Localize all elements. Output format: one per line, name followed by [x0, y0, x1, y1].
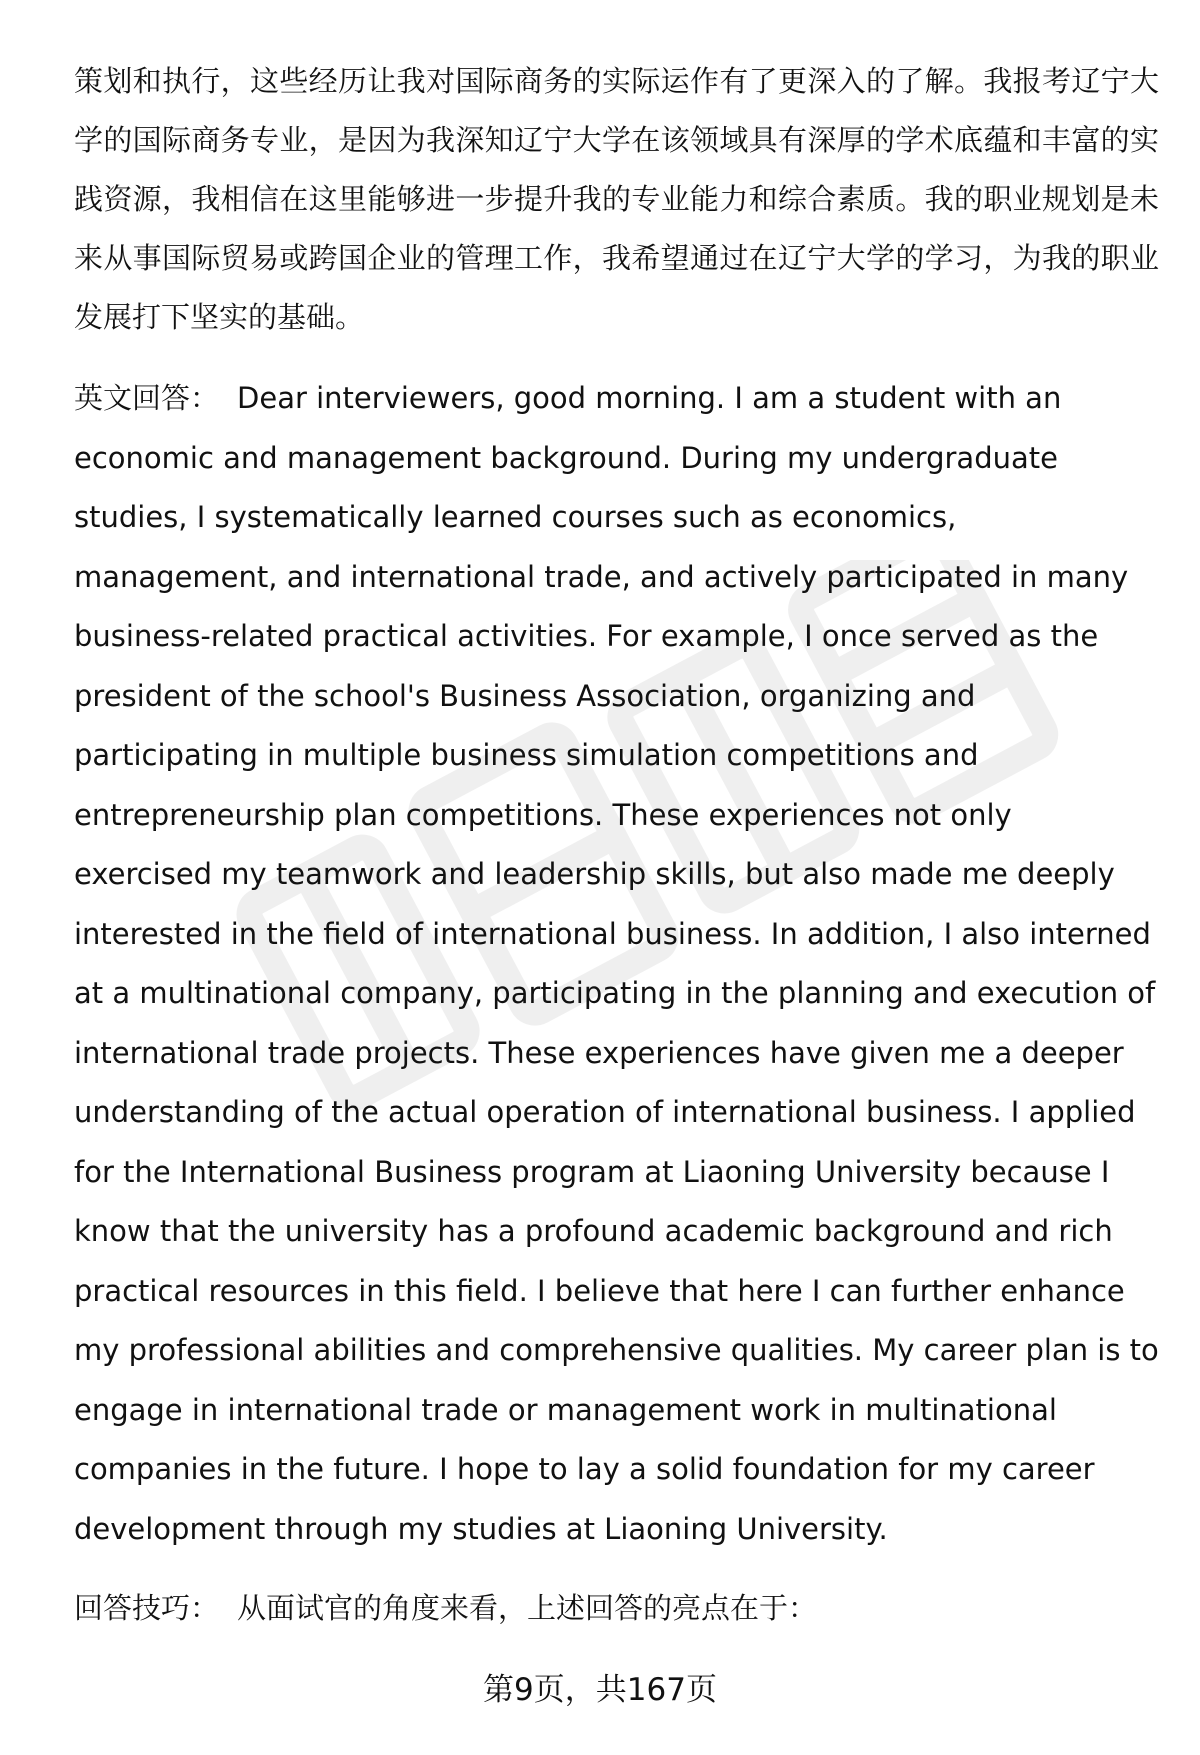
answer-tips-paragraph — [74, 1579, 1159, 1638]
chinese-answer-paragraph: 策划和执行，这些经历让我对国际商务的实际运作有了更深入的了解。我报考辽宁大学的国际商务专业，是因为我深知辽宁大学在该领域具有深厚的学术底蕴和丰富的实践资源，我相信在这里能够进一步提升我的专业能力和综合素质。我的职业规划是未来从事国际贸易或跨国企业的管理工作，我希望通过在辽宁大学的学习，为我的职业发展打下坚实的基础。 — [74, 64, 1159, 334]
english-answer-text: Dear interviewers, good morning. I am a student with an economic and management background. During my undergraduate studies, I systematically learned courses such as economics, management, and international trade, and actively participated in many business-related practical activities. For example, I once served as the president of the school's Business Association, organizing and participating in multiple business simulation competitions and entrepreneurship plan competitions. These experiences not only exercised my teamwork and leadership skills, but also made me deeply interested in the field of international business. In addition, I also interned at a multinational company, participating in the planning and execution of international trade projects. These experiences have given me a deeper understanding of the actual operation of international business. I applied for the International Business program at Liaoning University because I know that the university has a profound academic background and rich practical resources in this field. I believe that here I can further enhance my professional abilities and comprehensive qualities. My career plan is to engage in international trade or management work in multinational companies in the future. I hope to lay a solid foundation for my career development through my studies at Liaoning University. — [74, 381, 1159, 1546]
page-indicator: 第9页，共167页 — [483, 1672, 717, 1708]
answer-tips-label: 回答技巧： — [74, 1591, 220, 1625]
document-body — [74, 52, 1159, 1638]
english-answer-paragraph — [74, 369, 1159, 1559]
answer-tips-text: 从面试官的角度来看，上述回答的亮点在于： — [237, 1591, 818, 1625]
english-answer-label: 英文回答： — [74, 381, 220, 415]
